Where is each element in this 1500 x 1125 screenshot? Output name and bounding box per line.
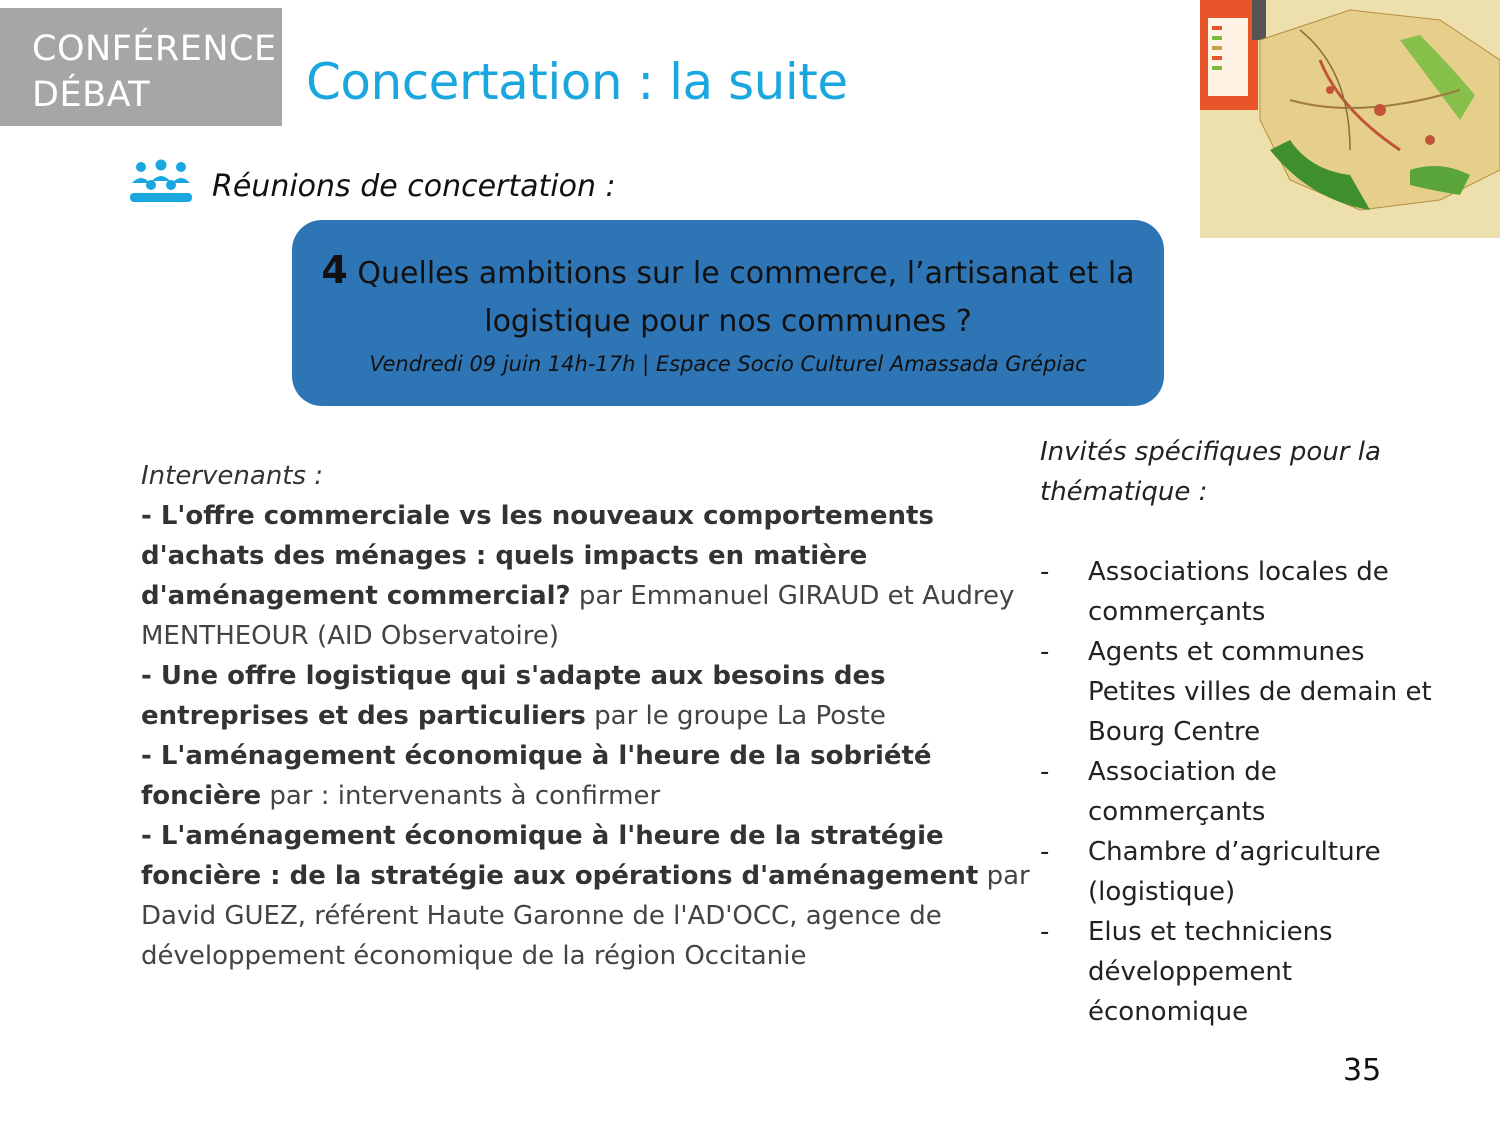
conference-debat-badge bbox=[0, 8, 282, 126]
people-group-icon bbox=[130, 159, 192, 203]
guest-label: Agents et communes Petites villes de demain et Bourg Centre bbox=[1088, 637, 1432, 747]
list-item: - Agents et communes Petites villes de demain et Bourg Centre bbox=[1040, 637, 1432, 747]
guests-heading: Invités spécifiques pour la thématique : bbox=[1040, 437, 1381, 507]
badge-line-1: CONFÉRENCE bbox=[32, 29, 277, 69]
meeting-number: 4 bbox=[321, 248, 348, 292]
speaker-by: par Emmanuel GIRAUD et Audrey MENTHEOUR (AID Observatoire) bbox=[141, 581, 1015, 651]
meeting-question: Quelles ambitions sur le commerce, l’artisanat et la logistique pour nos communes ? bbox=[357, 256, 1135, 339]
guest-label: Elus et techniciens développement économique bbox=[1088, 917, 1333, 1027]
meeting-card bbox=[292, 220, 1164, 406]
speaker-item bbox=[141, 656, 1031, 736]
speaker-item bbox=[141, 496, 1031, 656]
speaker-topic: - L'offre commerciale vs les nouveaux comportements d'achats des ménages : quels impacts en matière d'aménagement commercial? bbox=[141, 501, 934, 611]
section-subtitle: Réunions de concertation : bbox=[212, 169, 616, 204]
meeting-question-line bbox=[292, 246, 1164, 346]
speakers-section bbox=[141, 456, 1031, 976]
badge-line-2: DÉBAT bbox=[32, 75, 151, 115]
guest-label: Associations locales de commerçants bbox=[1088, 557, 1389, 627]
speaker-by: par David GUEZ, référent Haute Garonne de l'AD'OCC, agence de développement économique de la région Occitanie bbox=[141, 861, 1030, 971]
guest-label: Chambre d’agriculture (logistique) bbox=[1088, 837, 1381, 907]
page-title: Concertation : la suite bbox=[306, 53, 848, 111]
list-item: - Associations locales de commerçants bbox=[1040, 557, 1389, 627]
speaker-topic: - Une offre logistique qui s'adapte aux besoins des entreprises et des particuliers bbox=[141, 661, 886, 731]
guests-list bbox=[1040, 552, 1460, 1032]
guests-section bbox=[1040, 432, 1460, 1032]
territory-map-image bbox=[1200, 0, 1500, 238]
page-number: 35 bbox=[1343, 1053, 1382, 1088]
list-item: - Elus et techniciens développement économique bbox=[1040, 917, 1333, 1027]
speaker-item bbox=[141, 816, 1031, 976]
speaker-topic: - L'aménagement économique à l'heure de la stratégie foncière : de la stratégie aux opérations d'aménagement bbox=[141, 821, 979, 891]
speaker-topic: - L'aménagement économique à l'heure de la sobriété foncière bbox=[141, 741, 932, 811]
speaker-by: par : intervenants à confirmer bbox=[261, 781, 661, 811]
speaker-by: par le groupe La Poste bbox=[585, 701, 886, 731]
meeting-date-location: Vendredi 09 juin 14h-17h | Espace Socio Culturel Amassada Grépiac bbox=[369, 352, 1087, 376]
list-item: - Chambre d’agriculture (logistique) bbox=[1040, 837, 1381, 907]
speakers-heading: Intervenants : bbox=[141, 461, 324, 491]
guest-label: Association de commerçants bbox=[1088, 757, 1277, 827]
speaker-item bbox=[141, 736, 1031, 816]
list-item: - Association de commerçants bbox=[1040, 757, 1277, 827]
